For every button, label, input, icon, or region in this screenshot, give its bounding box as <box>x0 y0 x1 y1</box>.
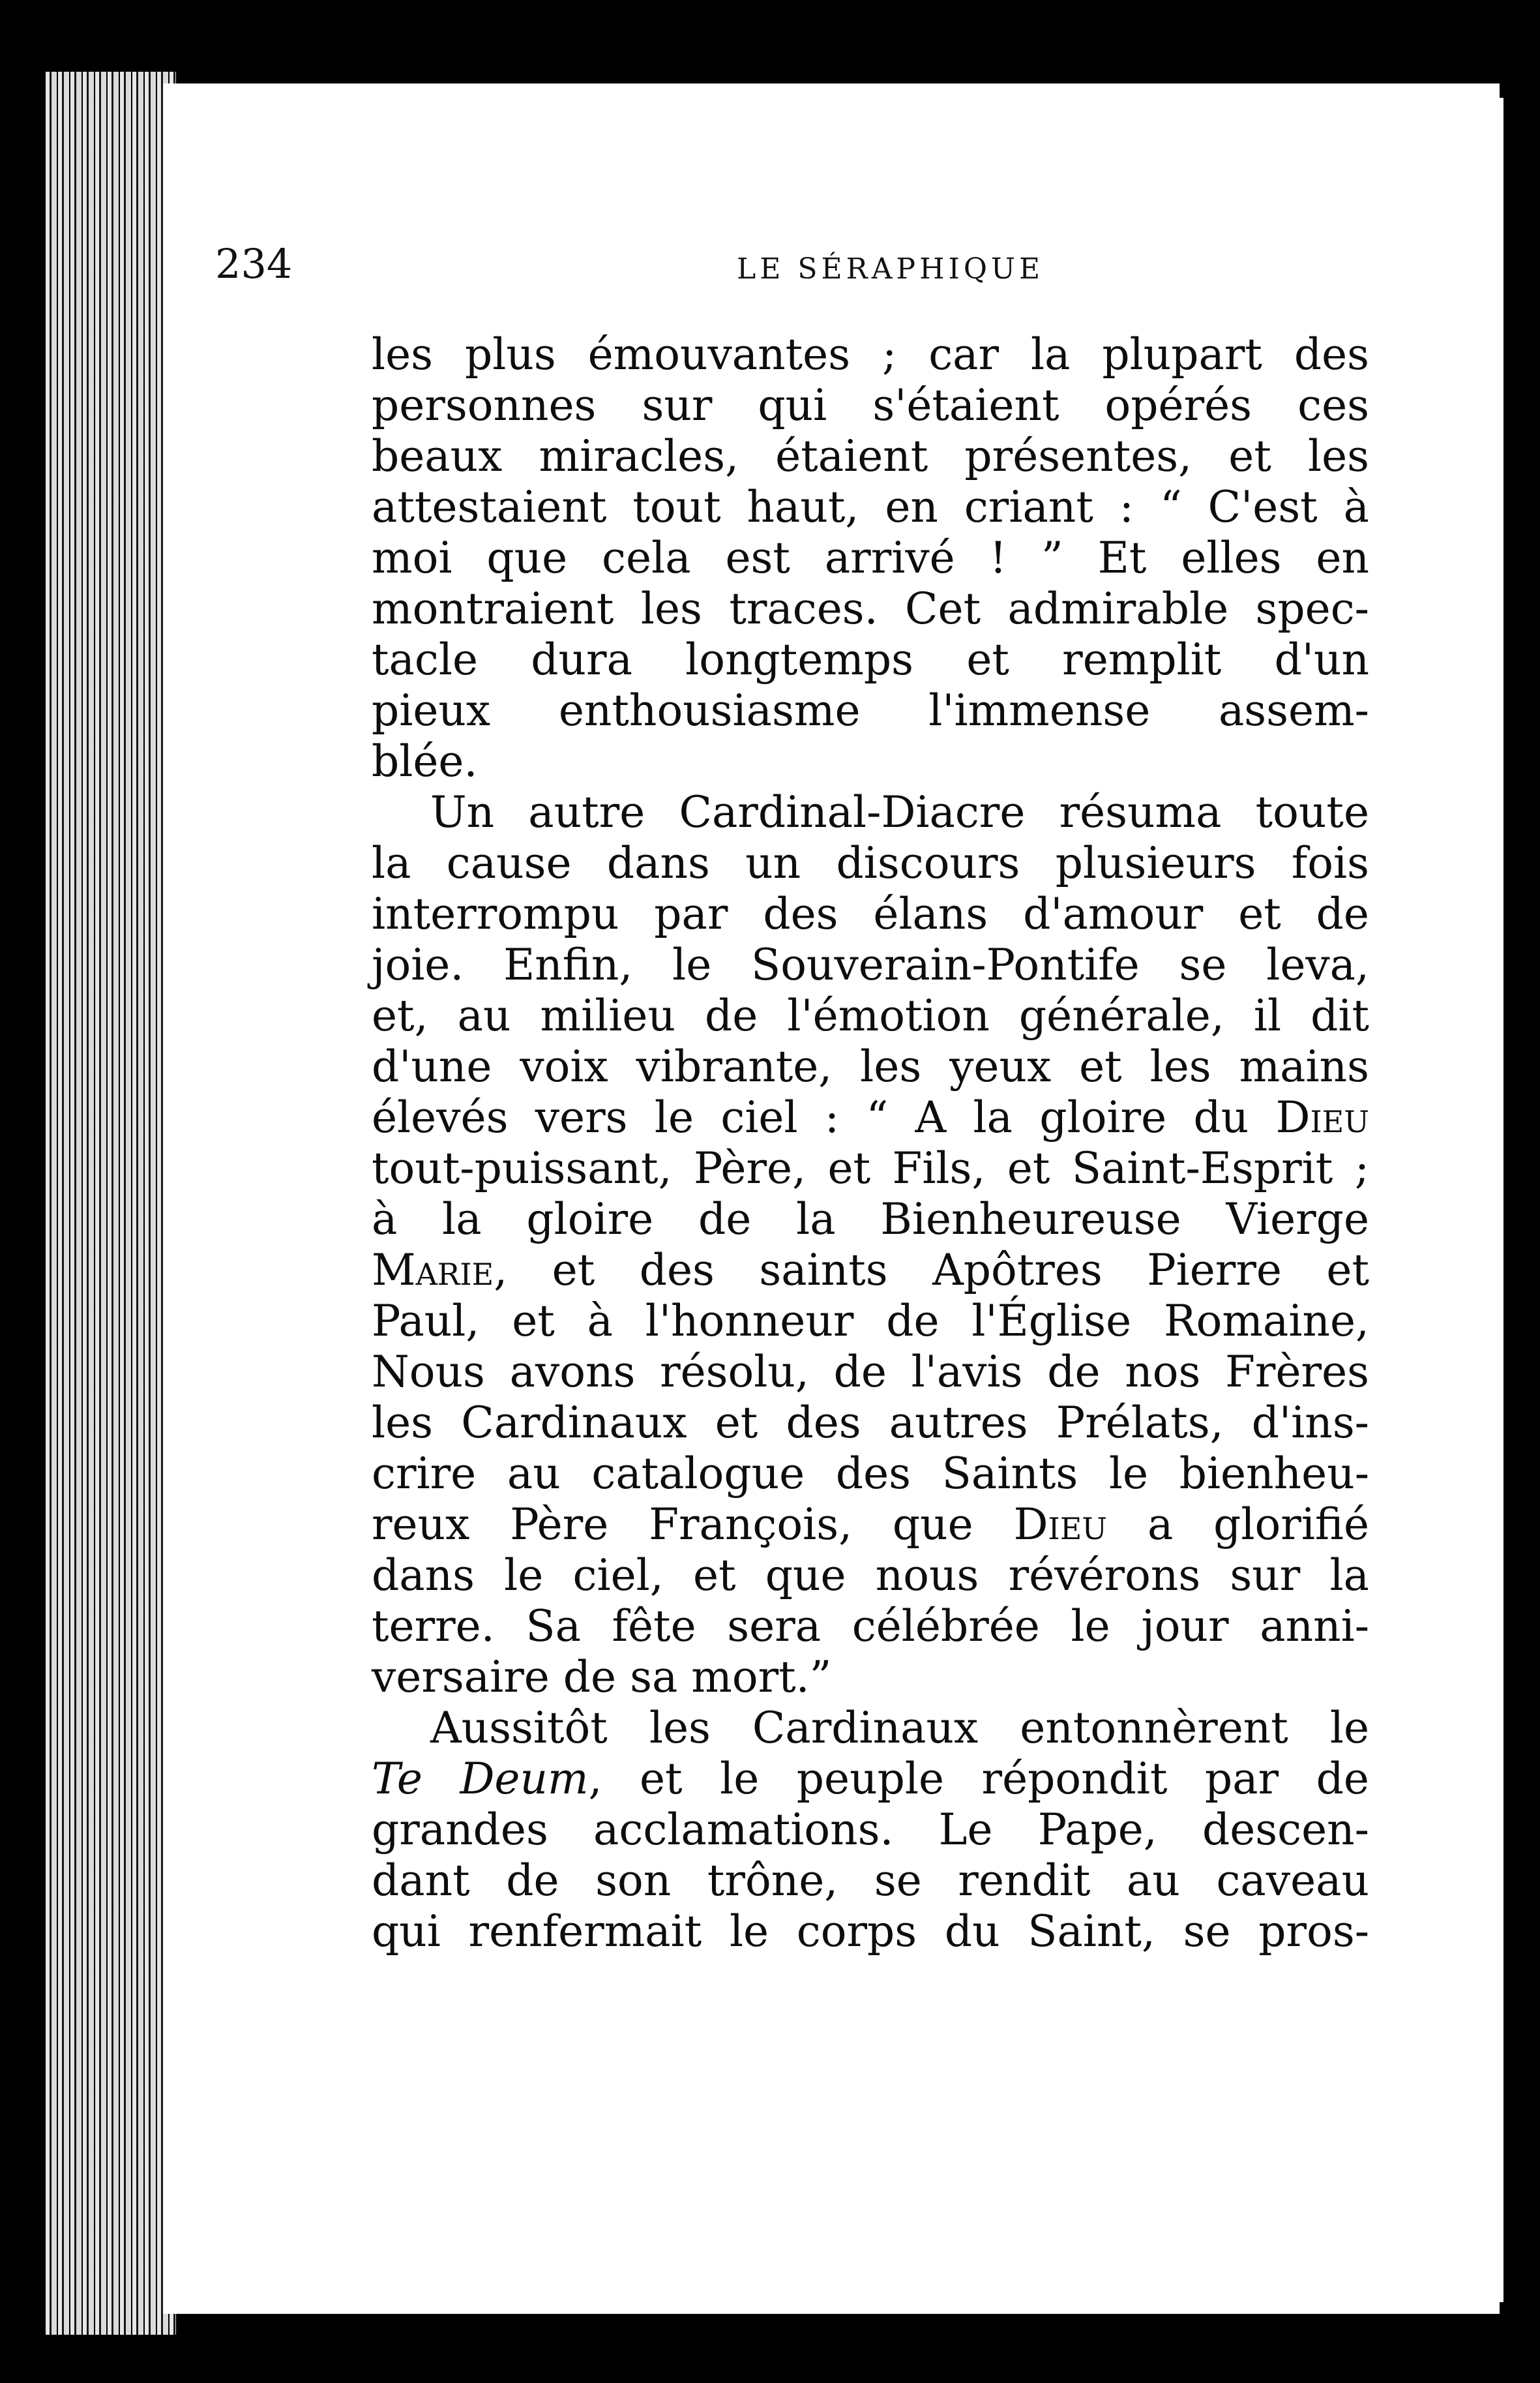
small-caps-word: Dieu <box>1013 1499 1108 1550</box>
text-line: dant de son trône, se rendit au caveau <box>372 1855 1369 1906</box>
text-line: Aussitôt les Cardinaux entonnèrent le <box>430 1703 1369 1753</box>
text-line: dans le ciel, et que nous révérons sur la <box>372 1550 1369 1600</box>
page-gutter-edge <box>46 72 176 2335</box>
text-line: Paul, et à l'honneur de l'Église Romaine, <box>372 1296 1369 1346</box>
page-number: 234 <box>215 240 293 288</box>
text-line: moi que cela est arrivé ! ” Et elles en <box>372 533 1369 583</box>
text-line: tacle dura longtemps et remplit d'un <box>372 635 1369 685</box>
text-line <box>372 1245 1369 1296</box>
body-text <box>372 329 1369 1957</box>
text-line: d'une voix vibrante, les yeux et les mains <box>372 1042 1369 1092</box>
text-line: à la gloire de la Bienheureuse Vierge <box>372 1194 1369 1244</box>
small-caps-word: Dieu <box>1275 1092 1369 1143</box>
text-line: grandes acclamations. Le Pape, descen- <box>372 1805 1369 1855</box>
text-line: terre. Sa fête sera célébrée le jour anni- <box>372 1601 1369 1651</box>
text-line: les Cardinaux et des autres Prélats, d'ins- <box>372 1398 1369 1448</box>
text-line: attestaient tout haut, en criant : “ C'est à <box>372 482 1369 532</box>
small-caps-word: Marie <box>372 1245 494 1295</box>
text-line <box>372 1754 1369 1805</box>
text-line: joie. Enfin, le Souverain-Pontife se leva, <box>372 940 1369 990</box>
text-line: montraient les traces. Cet admirable spec- <box>372 584 1369 634</box>
text-line: beaux miracles, étaient présentes, et les <box>372 431 1369 481</box>
text-line: versaire de sa mort.” <box>372 1652 832 1702</box>
text-fragment: , et des saints Apôtres Pierre et <box>494 1245 1369 1295</box>
text-line: interrompu par des élans d'amour et de <box>372 889 1369 939</box>
text-fragment: reux Père François, que <box>372 1499 973 1550</box>
text-line: Nous avons résolu, de l'avis de nos Frères <box>372 1347 1369 1397</box>
page-right-edge <box>1500 98 1503 2302</box>
text-line <box>372 1092 1369 1143</box>
text-line: les plus émouvantes ; car la plupart des <box>372 329 1369 380</box>
text-line: tout-puissant, Père, et Fils, et Saint-Esprit ; <box>372 1143 1369 1193</box>
italic-phrase: Te Deum <box>372 1754 589 1804</box>
text-fragment: , et le peuple répondit par de <box>588 1754 1369 1804</box>
text-line: Un autre Cardinal-Diacre résuma toute <box>430 787 1369 837</box>
text-line: personnes sur qui s'étaient opérés ces <box>372 380 1369 430</box>
text-line <box>372 1499 1369 1550</box>
page-header <box>215 235 1389 293</box>
text-line: pieux enthousiasme l'immense assem- <box>372 685 1369 736</box>
text-line: la cause dans un discours plusieurs fois <box>372 838 1369 888</box>
text-line: qui renfermait le corps du Saint, se pros- <box>372 1906 1369 1956</box>
text-line: crire au catalogue des Saints le bienheu- <box>372 1448 1369 1499</box>
text-line: blée. <box>372 736 478 787</box>
text-line: et, au milieu de l'émotion générale, il dit <box>372 991 1369 1041</box>
text-fragment: élevés vers le ciel : “ A la gloire du <box>372 1092 1249 1143</box>
running-head: LE SÉRAPHIQUE <box>737 252 1044 286</box>
text-fragment: a glorifié <box>1107 1499 1370 1550</box>
